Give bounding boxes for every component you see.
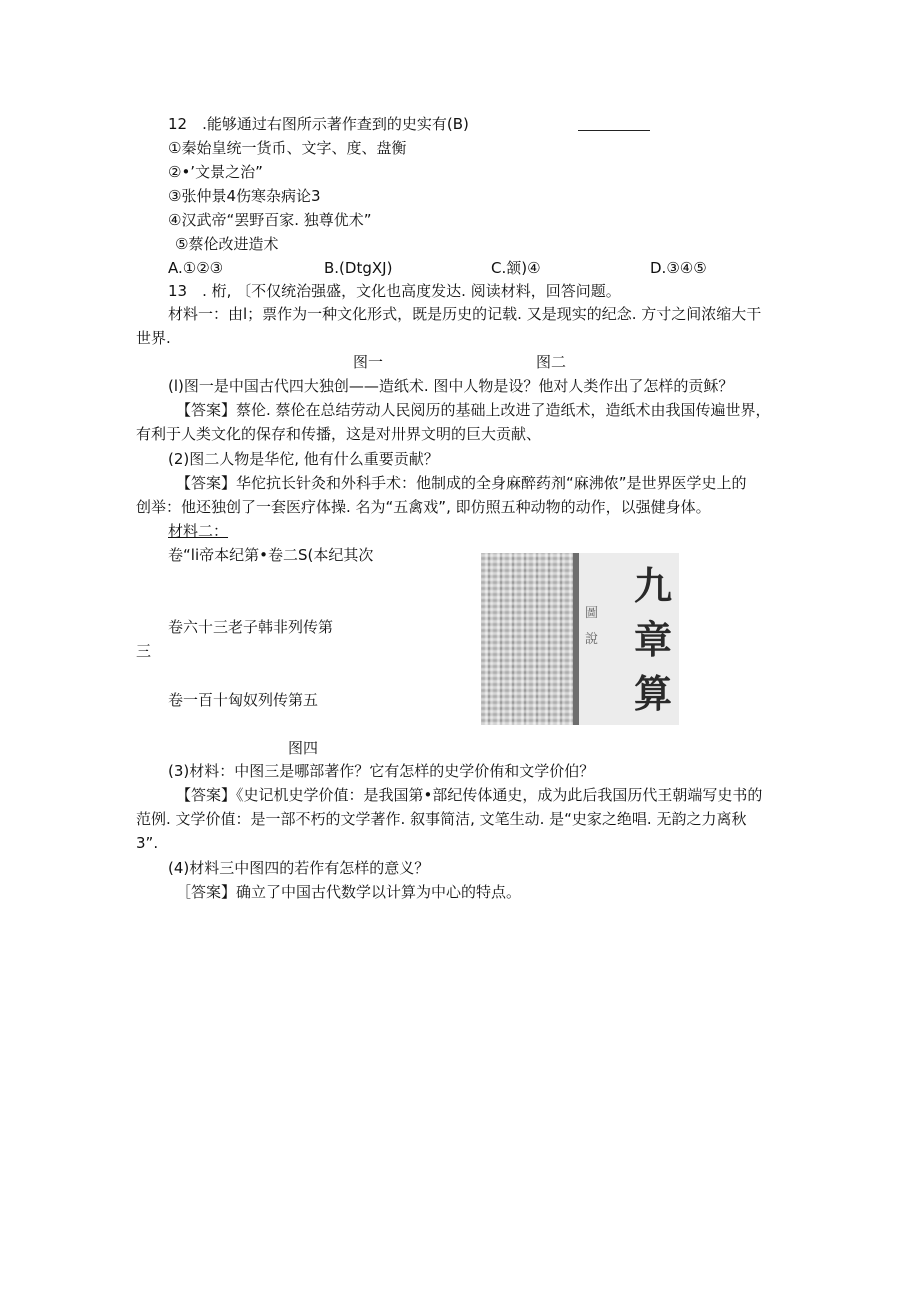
material2-label: 材料二：: [168, 522, 229, 540]
book-subtitle-char: 說: [585, 632, 599, 647]
book-title: [631, 559, 675, 721]
q12-item-5: ⑤蔡伦改进造术: [175, 235, 279, 253]
book-subtitle-char: 圖: [585, 606, 599, 621]
material2-line-1: 卷“li帝本纪第•卷二S(本纪其次: [168, 546, 374, 564]
material2-line-2-cont: 三: [136, 642, 152, 660]
q13-sub-3: (3)材料：中图三是哪部著作？它有怎样的史学价侑和文学价伯？: [168, 762, 595, 780]
answer-3-line-1: 【答案】《史记机史学价值：是我国第•部纪传体通史，成为此后我国历代王朝端写史书的: [176, 786, 763, 804]
answer-1-line-1: 【答案】蔡伦. 蔡伦在总结劳动人民阅历的基础上改进了造纸术，造纸术由我国传遍世界，: [176, 401, 771, 419]
book-text-page: [481, 553, 573, 725]
q12-stem: 12 .能够通过右图所示著作查到的史实有(B): [168, 115, 469, 133]
book-title-char: 算: [633, 671, 672, 716]
material2-line-2: 卷六十三老子韩非列传第: [168, 618, 334, 636]
book-photo: [481, 553, 679, 725]
answer-3-line-3: 3”.: [136, 834, 159, 852]
material1-line-1: 材料一：由l；票作为一种文化形式，既是历史的记载. 又是现实的纪念. 方寸之间浓缩大干: [168, 305, 762, 323]
book-title-char: 九: [633, 563, 672, 608]
figure-1-label: 图一: [353, 353, 384, 371]
q13-sub-4: (4)材料三中图四的若作有怎样的意义？: [168, 859, 430, 877]
q12-option-c: C.颔)④: [491, 259, 541, 277]
q12-item-2: ②•’文景之治”: [168, 163, 263, 181]
q13-sub-2: (2)图二人物是华佗, 他有什么重要贡献？: [168, 450, 439, 468]
figure-2-label: 图二: [536, 353, 567, 371]
book-title-char: 章: [633, 617, 672, 662]
q12-item-1: ①秦始皇统一货币、文字、度、盘衡: [168, 139, 407, 157]
answer-2-line-1: 【答案】华佗抗长针灸和外科手术：他制成的全身麻醉药剂“麻沸侬”是世界医学史上的: [176, 474, 747, 492]
book-subtitle: [585, 583, 629, 713]
answer-blank-line: [578, 130, 650, 131]
q12-option-b: B.(DtgXJ): [324, 259, 393, 277]
figure-4-label: 图四: [288, 739, 319, 757]
answer-1-line-2: 有利于人类文化的保存和传播，这是对卅界文明的巨大贡献、: [136, 425, 542, 443]
q12-option-a: A.①②③: [168, 259, 224, 277]
answer-2-line-2: 创举：他还独创了一套医疗体操. 名为“五禽戏”, 即仿照五种动物的动作，以强健身体。: [136, 498, 711, 516]
q12-item-3: ③张仲景4伤寒杂病论3: [168, 187, 321, 205]
q12-item-4: ④汉武帝“罢野百家. 独尊优术”: [168, 211, 372, 229]
answer-3-line-2: 范例. 文学价值：是一部不朽的文学著作. 叙事简洁, 文笔生动. 是“史家之绝唱. 无韵之力离秋: [136, 810, 747, 828]
material2-line-3: 卷一百十匈奴列传第五: [168, 691, 319, 709]
material1-line-2: 世界.: [136, 329, 171, 347]
answer-4: ［答案】确立了中国古代数学以计算为中心的特点。: [176, 883, 522, 901]
q13-sub-1: (l)图一是中国古代四大独创——造纸术. 图中人物是设？他对人类作出了怎样的贡稣？: [168, 377, 734, 395]
q12-option-d: D.③④⑤: [650, 259, 707, 277]
q13-stem: 13 . 桁, 〔不仅统治强盛，文化也高度发达. 阅读材料，回答问题。: [168, 282, 621, 300]
